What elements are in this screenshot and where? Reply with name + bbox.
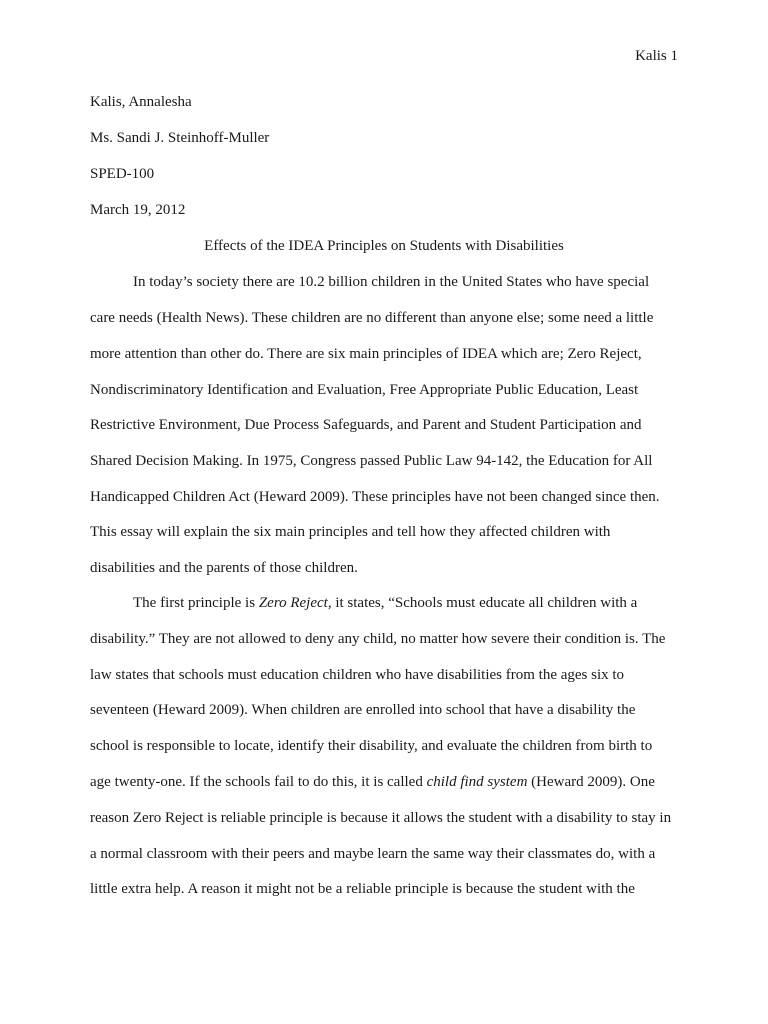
paragraph-2-line: [133, 594, 637, 612]
paragraph-2-line: seventeen (Heward 2009). When children are enrolled into school that have a disability the: [90, 702, 636, 718]
text-span: age twenty-one. If the schools fail to do this, it is called: [90, 774, 427, 790]
paragraph-1-line: In today’s society there are 10.2 billion children in the United States who have special: [133, 274, 650, 290]
paragraph-2-line: disability.” They are not allowed to deny any child, no matter how severe their condition is. The: [90, 631, 666, 647]
paragraph-1-line: Shared Decision Making. In 1975, Congress passed Public Law 94-142, the Education for All: [90, 453, 653, 469]
paragraph-2-line: reason Zero Reject is reliable principle is because it allows the student with a disability to stay in: [90, 810, 672, 826]
text-span: it states, “Schools must educate all children with a: [331, 595, 638, 611]
text-span: (Heward 2009). One: [527, 774, 655, 790]
paragraph-1-line: care needs (Health News). These children are no different than anyone else; some need a little: [90, 310, 654, 326]
essay-title: Effects of the IDEA Principles on Students with Disabilities: [204, 238, 564, 254]
student-name: Kalis, Annalesha: [90, 94, 192, 110]
italic-term-child-find-system: child find system: [426, 774, 528, 790]
instructor-name: Ms. Sandi J. Steinhoff-Muller: [90, 130, 270, 146]
paragraph-2-line: law states that schools must education children who have disabilities from the ages six to: [90, 667, 625, 683]
paragraph-2-line: little extra help. A reason it might not be a reliable principle is because the student with the: [90, 881, 635, 897]
running-head: Kalis 1: [635, 48, 678, 64]
paragraph-2-line: a normal classroom with their peers and maybe learn the same way their classmates do, with a: [90, 846, 656, 862]
text-span: The first principle is: [133, 595, 259, 611]
paragraph-2-line: [90, 773, 655, 791]
italic-term-zero-reject: Zero Reject,: [258, 595, 332, 611]
paragraph-1-line: This essay will explain the six main principles and tell how they affected children with: [90, 524, 611, 540]
course-code: SPED-100: [90, 166, 155, 182]
paragraph-1-line: Nondiscriminatory Identification and Evaluation, Free Appropriate Public Education, Least: [90, 382, 639, 398]
paragraph-1-line: more attention than other do. There are six main principles of IDEA which are; Zero Reject,: [90, 346, 642, 362]
paragraph-1-line: Handicapped Children Act (Heward 2009). These principles have not been changed since then.: [90, 489, 660, 505]
paragraph-1-line: Restrictive Environment, Due Process Safeguards, and Parent and Student Participation and: [90, 417, 642, 433]
paragraph-2-line: school is responsible to locate, identify their disability, and evaluate the children from birth to: [90, 738, 653, 754]
paragraph-1-line: disabilities and the parents of those children.: [90, 560, 358, 576]
essay-date: March 19, 2012: [90, 202, 186, 218]
